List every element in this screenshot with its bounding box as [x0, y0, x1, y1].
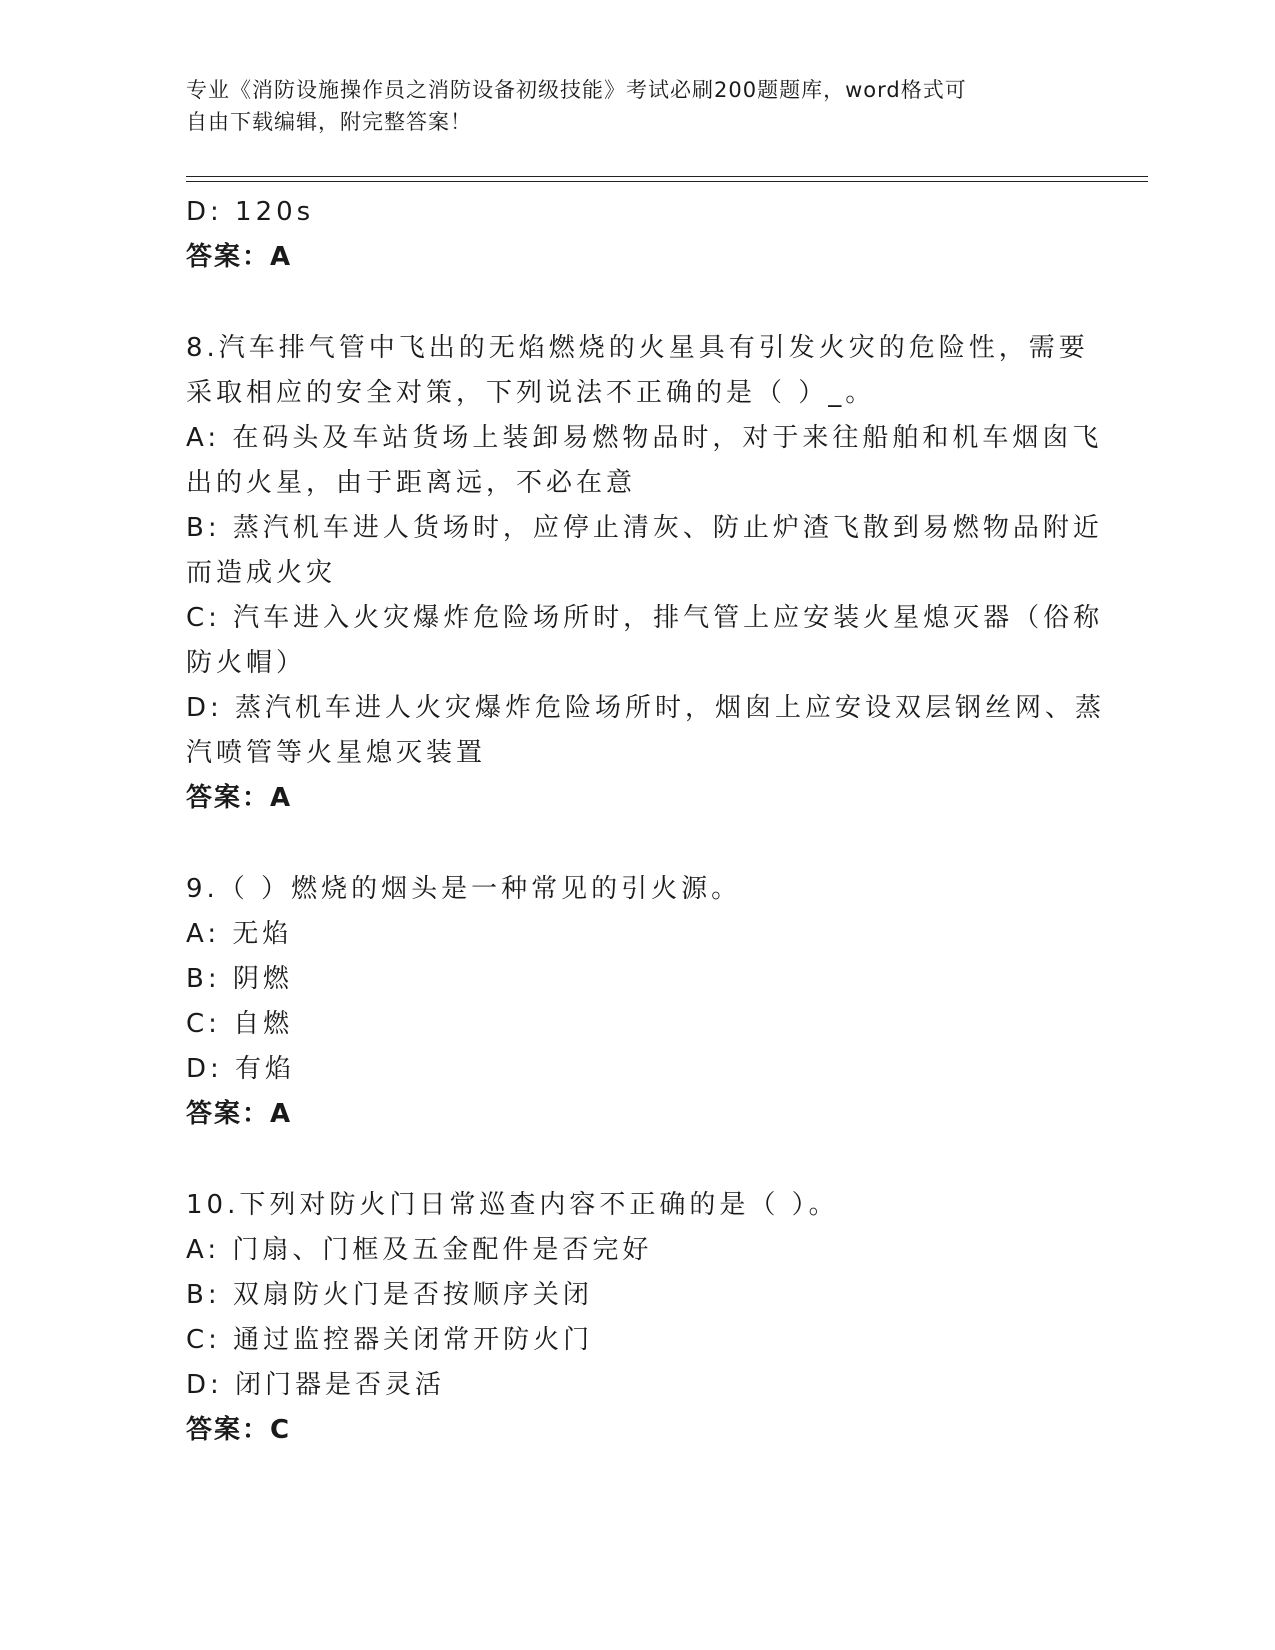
option-b-cont: 而造成火灾 [186, 558, 337, 588]
question-content [186, 190, 1106, 1453]
option-a: A: 无焰 [186, 919, 293, 949]
spacer [186, 1137, 1086, 1183]
question-text: 10.下列对防火门日常巡查内容不正确的是（ ）。 [186, 1190, 839, 1220]
option-c: C: 汽车进入火灾爆炸危险场所时，排气管上应安装火星熄灭器（俗称 [186, 603, 1104, 633]
header-divider-bottom [186, 181, 1148, 182]
option-d: D: 120s [186, 197, 315, 227]
option-c: C: 自燃 [186, 1009, 294, 1039]
question-9 [186, 867, 1086, 1137]
question-text: 9.（ ）燃烧的烟头是一种常见的引火源。 [186, 874, 742, 904]
question-7-tail [186, 190, 1086, 280]
spacer [186, 821, 1086, 867]
header-divider-top [186, 176, 1148, 177]
answer: 答案：A [186, 1099, 293, 1129]
option-d: D: 蒸汽机车进人火灾爆炸危险场所时，烟囱上应安设双层钢丝网、蒸 [186, 693, 1106, 723]
answer: 答案：A [186, 242, 293, 272]
option-b: B: 双扇防火门是否按顺序关闭 [186, 1280, 593, 1310]
question-text: 8.汽车排气管中飞出的无焰燃烧的火星具有引发火灾的危险性，需要 [186, 333, 1089, 363]
question-text-cont: 采取相应的安全对策，下列说法不正确的是（ ）_。 [186, 378, 876, 408]
option-d: D: 有焰 [186, 1054, 296, 1084]
option-a-cont: 出的火星，由于距离远，不必在意 [186, 468, 637, 498]
header-line-1: 专业《消防设施操作员之消防设备初级技能》考试必刷200题题库，word格式可 [186, 78, 967, 102]
header-line-2: 自由下载编辑，附完整答案！ [186, 110, 472, 134]
option-b: B: 蒸汽机车进人货场时，应停止清灰、防止炉渣飞散到易燃物品附近 [186, 513, 1103, 543]
answer: 答案：A [186, 783, 293, 813]
option-b: B: 阴燃 [186, 964, 293, 994]
option-c: C: 通过监控器关闭常开防火门 [186, 1325, 594, 1355]
option-a: A: 在码头及车站货场上装卸易燃物品时，对于来往船舶和机车烟囱飞 [186, 423, 1103, 453]
option-d: D: 闭门器是否灵活 [186, 1370, 446, 1400]
answer: 答案：C [186, 1415, 292, 1445]
question-8 [186, 326, 1106, 821]
option-c-cont: 防火帽） [186, 648, 307, 678]
page-header [186, 74, 1066, 138]
option-d-cont: 汽喷管等火星熄灭装置 [186, 738, 487, 768]
question-10 [186, 1183, 1086, 1453]
option-a: A: 门扇、门框及五金配件是否完好 [186, 1235, 653, 1265]
spacer [186, 280, 1086, 326]
